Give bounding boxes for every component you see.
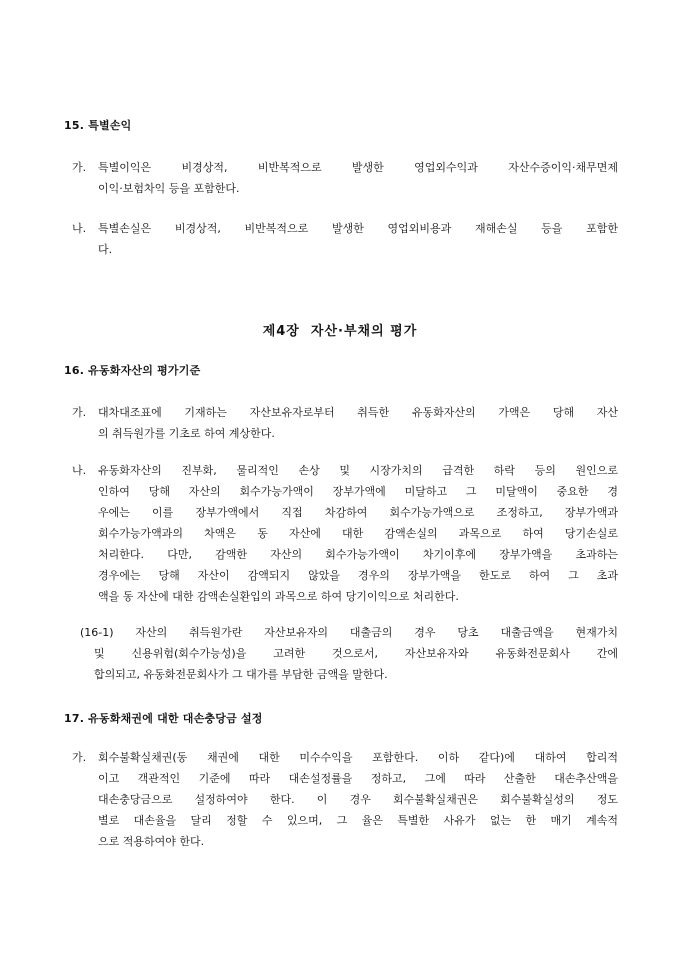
note-16-1 — [80, 622, 618, 685]
text-line: 우에는 이를 장부가액에서 직접 차감하여 회수가능가액으로 조정하고, 장부가액과 — [98, 506, 618, 519]
text-line: 인하여 당해 자산의 회수가능가액이 장부가액에 미달하고 그 미달액이 중요한 경 — [98, 485, 618, 498]
list-marker: 가. — [72, 406, 87, 419]
list-item-16-b — [72, 460, 618, 607]
list-marker: 나. — [72, 222, 87, 235]
paragraph-text — [98, 218, 618, 260]
text-line: 별로 대손율을 달리 정할 수 있으며, 그 율은 특별한 사유가 없는 한 매기 계속적 — [98, 814, 618, 827]
text-line: 액을 동 자산에 대한 감액손실환입의 과목으로 하여 당기이익으로 처리한다. — [98, 590, 459, 603]
text-line: 및 신용위험(회수가능성)을 고려한 것으로서, 자산보유자와 유동화전문회사 간에 — [94, 647, 618, 660]
text-line: 경우에는 당해 자산이 감액되지 않았을 경우의 장부가액을 한도로 하여 그 초과 — [98, 569, 618, 582]
text-line: 대차대조표에 기재하는 자산보유자로부터 취득한 유동화자산의 가액은 당해 자산 — [98, 406, 618, 419]
text-line: 특별이익은 비경상적, 비반복적으로 발생한 영업외수익과 자산수증이익·채무면제 — [98, 161, 618, 174]
text-line: 으로 적용하여야 한다. — [98, 835, 205, 848]
text-line: 다. — [98, 243, 113, 256]
paragraph-text — [98, 460, 618, 607]
paragraph-text — [98, 157, 618, 199]
text-line: 유동화자산의 진부화, 물리적인 손상 및 시장가치의 급격한 하락 등의 원인으로 — [98, 464, 618, 477]
list-item-15-b — [72, 218, 618, 260]
paragraph-text — [98, 402, 618, 444]
text-line: 회수불확실채권(동 채권에 대한 미수수익을 포함한다. 이하 같다)에 대하여 합리적 — [98, 751, 618, 764]
text-line: 회수가능가액과의 차액은 동 자산에 대한 감액손실의 과목으로 하여 당기손실로 — [98, 527, 618, 540]
text-line: 이고 객관적인 기준에 따라 대손설정률을 정하고, 그에 따라 산출한 대손추산액을 — [98, 772, 618, 785]
list-marker: 가. — [72, 161, 87, 174]
text-line: 대손충당금으로 설정하여야 한다. 이 경우 회수불확실채권은 회수불확실성의 정도 — [98, 793, 618, 806]
text-line: 특별손실은 비경상적, 비반복적으로 발생한 영업외비용과 재해손실 등을 포함한 — [98, 222, 618, 235]
list-item-15-a — [72, 157, 618, 199]
text-line: 처리한다. 다만, 감액한 자산의 회수가능가액이 차기이후에 장부가액을 초과하는 — [98, 548, 618, 561]
list-marker: 나. — [72, 464, 87, 477]
text-line: 이익·보험차익 등을 포함한다. — [98, 182, 240, 195]
chapter-title: 제4장 자산·부채의 평가 — [262, 324, 418, 339]
paragraph-text — [98, 747, 618, 852]
section-heading-15: 15. 특별손익 — [64, 119, 132, 132]
text-line: (16-1) 자산의 취득원가란 자산보유자의 대출금의 경우 당초 대출금액을 현재가치 — [80, 626, 618, 639]
text-line: 의 취득원가를 기초로 하여 계상한다. — [98, 427, 275, 440]
list-marker: 가. — [72, 751, 87, 764]
section-heading-17: 17. 유동화채권에 대한 대손충당금 설정 — [64, 712, 263, 725]
section-heading-16: 16. 유동화자산의 평가기준 — [64, 364, 201, 377]
list-item-16-a — [72, 402, 618, 444]
text-line: 합의되고, 유동화전문회사가 그 대가를 부담한 금액을 말한다. — [94, 668, 388, 681]
list-item-17-a — [72, 747, 618, 852]
